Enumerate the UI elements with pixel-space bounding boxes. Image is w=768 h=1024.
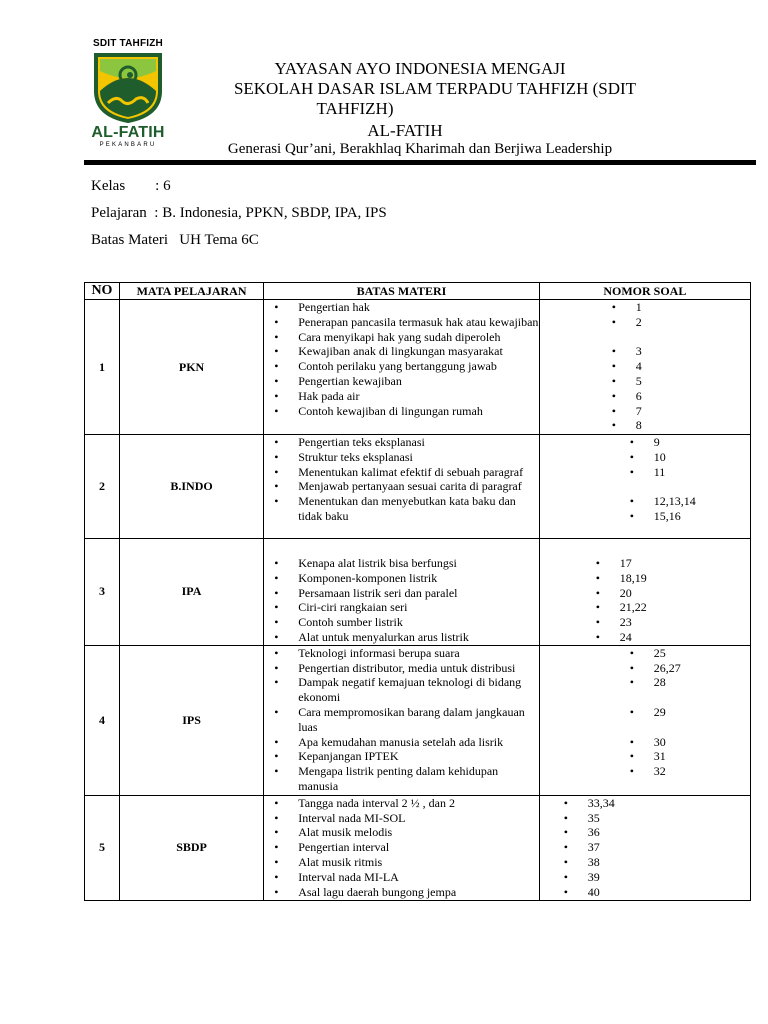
table-row [85,645,751,795]
soal-item [630,479,750,494]
soal-item [596,615,750,630]
soal-number: 31 [653,749,666,764]
materi-item: • Interval nada MI-SOL [272,811,539,826]
soal-number: 21,22 [619,600,647,615]
bullet-icon: • [563,869,568,884]
materi-item: • Persamaan listrik seri dan paralel [272,586,539,601]
soal-item [612,300,750,315]
materi-item: • Kewajiban anak di lingkungan masyarakat [272,344,539,359]
soal-number: 11 [653,464,666,479]
materi-item: • Cara mempromosikan barang dalam jangkauan luas [272,705,539,735]
header-soal: NOMOR SOAL [539,283,750,300]
soal-item [564,840,750,855]
table-row [85,795,751,900]
materi-item: • Hak pada air [272,389,539,404]
soal-number: 18,19 [619,570,647,585]
bullet-icon: • [563,840,568,855]
soal-number: 37 [587,840,600,855]
soal-item [630,450,750,465]
soal-number: 10 [653,449,666,464]
materi-item: • Dampak negatif kemajuan teknologi di bidang ekonomi [272,675,539,705]
soal-item [630,465,750,480]
materi-item: • Alat musik melodis [272,825,539,840]
bullet-icon: • [611,314,616,329]
soal-item [596,586,750,601]
soal-item [564,796,750,811]
soal-number: 35 [587,810,600,825]
row-number: 2 [85,435,120,539]
header-no: NO [85,283,120,300]
soal-item [630,646,750,661]
header-school-cont: TAHFIZH) [316,99,394,118]
materi-item: • Tangga nada interval 2 ½ , dan 2 [272,796,539,811]
soal-item [596,556,750,571]
materi-item: • Contoh sumber listrik [272,615,539,630]
bullet-icon: • [611,388,616,403]
soal-number: 33,34 [587,795,615,810]
bullet-icon: • [629,508,634,523]
soal-number: 4 [635,359,642,374]
soal-number: 12,13,14 [653,494,696,509]
bullet-icon: • [629,749,634,764]
bullet-icon: • [629,449,634,464]
row-soal [539,645,750,795]
header-materi: BATAS MATERI [264,283,540,300]
soal-number: 1 [635,300,642,314]
row-soal [539,539,750,646]
soal-item [564,870,750,885]
soal-item [596,571,750,586]
soal-number: 23 [619,615,632,630]
soal-item [630,720,750,735]
table-row [85,435,751,539]
header-school-name: AL-FATIH [367,121,443,140]
bullet-icon: • [563,825,568,840]
row-number: 3 [85,539,120,646]
soal-item [630,509,750,524]
soal-item [612,330,750,345]
soal-number: 7 [635,403,642,418]
soal-item [630,661,750,676]
materi-item: • Menentukan kalimat efektif di sebuah paragraf [272,465,539,480]
row-materi [264,435,540,539]
info-pelajaran: Pelajaran : B. Indonesia, PPKN, SBDP, IPA, IPS [91,205,387,221]
row-subject: PKN [119,300,263,435]
soal-number: 3 [635,344,642,359]
soal-number: 5 [635,373,642,388]
bullet-icon: • [595,600,600,615]
table-header-row [85,283,751,300]
soal-item [630,735,750,750]
bullet-icon: • [611,344,616,359]
header-tagline: Generasi Qur’ani, Berakhlaq Kharimah dan Berjiwa Leadership [227,141,613,157]
table-row [85,539,751,646]
bullet-icon: • [629,764,634,779]
materi-item: • Struktur teks eksplanasi [272,450,539,465]
bullet-icon: • [629,675,634,690]
soal-item [612,389,750,404]
bullet-icon: • [611,300,616,314]
soal-number: 24 [619,629,632,644]
bullet-icon: • [629,734,634,749]
soal-item [612,404,750,419]
soal-number: 40 [587,884,600,899]
bullet-icon: • [629,435,634,449]
soal-item [612,344,750,359]
soal-item [630,675,750,690]
soal-item [564,825,750,840]
soal-number: 25 [653,645,666,660]
soal-number: 39 [587,869,600,884]
materi-item: • Alat untuk menyalurkan arus listrik [272,630,539,645]
soal-item [612,315,750,330]
materi-item: • Cara menyikapi hak yang sudah diperoleh [272,330,539,345]
soal-item [564,855,750,870]
soal-item [612,359,750,374]
bullet-icon: • [563,854,568,869]
bullet-icon: • [611,403,616,418]
materi-table [84,282,751,901]
materi-item: • Kenapa alat listrik bisa berfungsi [272,556,539,571]
row-subject: IPA [119,539,263,646]
row-soal [539,300,750,435]
bullet-icon: • [563,810,568,825]
row-soal [539,435,750,539]
row-subject: B.INDO [119,435,263,539]
bullet-icon: • [629,645,634,660]
header-foundation: YAYASAN AYO INDONESIA MENGAJI [274,59,566,78]
materi-item: • Menentukan dan menyebutkan kata baku dan tidak baku [272,494,539,524]
materi-item: • Pengertian interval [272,840,539,855]
info-kelas: Kelas : 6 [91,178,171,194]
info-batas-materi: Batas Materi UH Tema 6C [91,232,259,248]
soal-number: 20 [619,585,632,600]
materi-item: • Pengertian teks eksplanasi [272,435,539,450]
soal-item [564,811,750,826]
soal-number: 38 [587,854,600,869]
header-school: SEKOLAH DASAR ISLAM TERPADU TAHFIZH (SDIT [233,79,637,98]
header-divider [84,160,756,165]
soal-item [630,435,750,450]
materi-item: • Apa kemudahan manusia setelah ada lisrik [272,735,539,750]
row-materi [264,645,540,795]
bullet-icon: • [595,556,600,570]
bullet-icon: • [563,795,568,810]
soal-item [612,418,750,433]
row-number: 1 [85,300,120,435]
bullet-icon: • [595,585,600,600]
soal-number: 26,27 [653,660,681,675]
materi-item: • Pengertian distributor, media untuk distribusi [272,661,539,676]
materi-item: • Teknologi informasi berupa suara [272,646,539,661]
soal-item [630,494,750,509]
materi-item: • Mengapa listrik penting dalam kehidupan manusia [272,764,539,794]
materi-item: • Kepanjangan IPTEK [272,749,539,764]
row-materi [264,300,540,435]
row-number: 5 [85,795,120,900]
logo-shield-icon [90,51,166,123]
materi-item: • Contoh perilaku yang bertanggung jawab [272,359,539,374]
soal-number: 9 [653,435,660,449]
bullet-icon: • [611,359,616,374]
bullet-icon: • [595,615,600,630]
soal-number: 8 [635,418,642,433]
row-soal [539,795,750,900]
materi-item: • Pengertian kewajiban [272,374,539,389]
soal-number: 2 [635,314,642,329]
row-subject: IPS [119,645,263,795]
materi-item: • Alat musik ritmis [272,855,539,870]
header-subject: MATA PELAJARAN [119,283,263,300]
school-logo [86,38,170,150]
logo-city: PEKANBARU [99,142,157,148]
logo-top-text: SDIT TAHFIZH [93,38,163,49]
soal-item [596,630,750,645]
row-number: 4 [85,645,120,795]
row-materi [264,539,540,646]
soal-number: 15,16 [653,508,681,523]
bullet-icon: • [629,704,634,719]
row-materi [264,795,540,900]
table-row [85,300,751,435]
soal-number: 17 [619,556,632,570]
bullet-icon: • [563,884,568,899]
soal-number: 32 [653,764,666,779]
soal-item [630,749,750,764]
soal-item [630,690,750,705]
bullet-icon: • [595,570,600,585]
soal-item [612,374,750,389]
bullet-icon: • [611,373,616,388]
soal-number: 30 [653,734,666,749]
materi-item: • Interval nada MI-LA [272,870,539,885]
soal-number: 6 [635,388,642,403]
soal-number: 36 [587,825,600,840]
materi-item: • Pengertian hak [272,300,539,315]
soal-number: 28 [653,675,666,690]
materi-item: • Penerapan pancasila termasuk hak atau kewajiban [272,315,539,330]
materi-item: • Contoh kewajiban di lingungan rumah [272,404,539,419]
bullet-icon: • [629,660,634,675]
materi-item: • Komponen-komponen listrik [272,571,539,586]
materi-item: • Menjawab pertanyaan sesuai carita di paragraf [272,479,539,494]
soal-item [564,885,750,900]
soal-item [596,600,750,615]
bullet-icon: • [629,494,634,509]
row-subject: SBDP [119,795,263,900]
soal-number: 29 [653,704,666,719]
bullet-icon: • [595,629,600,644]
soal-item [630,764,750,779]
bullet-icon: • [629,464,634,479]
soal-item [630,705,750,720]
materi-item: • Ciri-ciri rangkaian seri [272,600,539,615]
bullet-icon: • [611,418,616,433]
materi-item: • Asal lagu daerah bungong jempa [272,885,539,900]
logo-name: AL-FATIH [91,124,165,141]
